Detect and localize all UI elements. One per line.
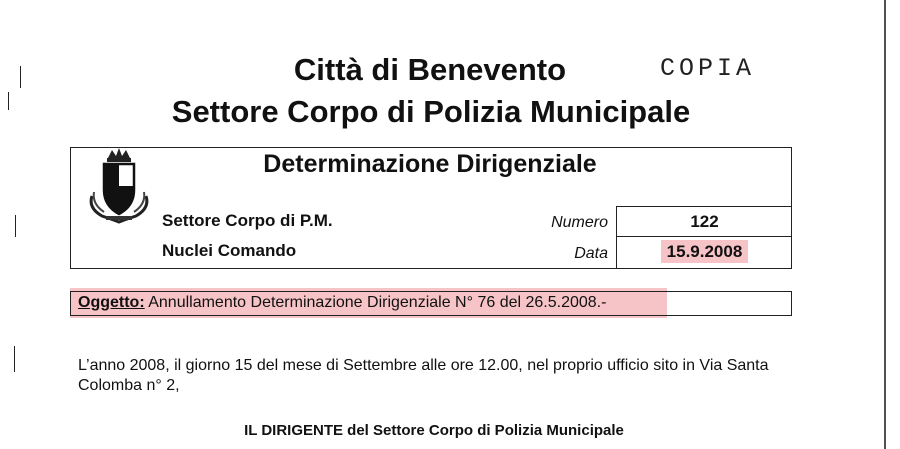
unit-label: Nuclei Comando xyxy=(162,241,297,260)
body-paragraph: L’anno 2008, il giorno 15 del mese di Settembre alle ore 12.00, nel proprio ufficio sito in Via Santa Colomba n° 2, xyxy=(78,357,769,394)
subject-text: Annullamento Determinazione Dirigenziale N° 76 del 26.5.2008.- xyxy=(148,294,607,311)
sector-label: Settore Corpo di P.M. xyxy=(162,211,333,230)
date-cell xyxy=(616,237,792,269)
page-edge xyxy=(884,0,886,449)
subject-label: Oggetto: xyxy=(78,294,145,311)
number-value: 122 xyxy=(616,206,792,237)
date-label: Data xyxy=(574,245,608,262)
department-title: Settore Corpo di Polizia Municipale xyxy=(171,94,691,129)
city-title: Città di Benevento xyxy=(293,52,567,87)
municipal-crest-icon xyxy=(84,146,154,226)
margin-mark xyxy=(15,215,16,237)
number-label: Numero xyxy=(551,214,608,231)
date-value: 15.9.2008 xyxy=(661,240,749,263)
subject-line xyxy=(78,294,606,312)
dirigente-heading: IL DIRIGENTE del Settore Corpo di Polizia Municipale xyxy=(244,422,624,439)
determination-title: Determinazione Dirigenziale xyxy=(263,150,597,178)
copy-stamp: COPIA xyxy=(660,54,756,83)
margin-mark xyxy=(14,346,15,372)
